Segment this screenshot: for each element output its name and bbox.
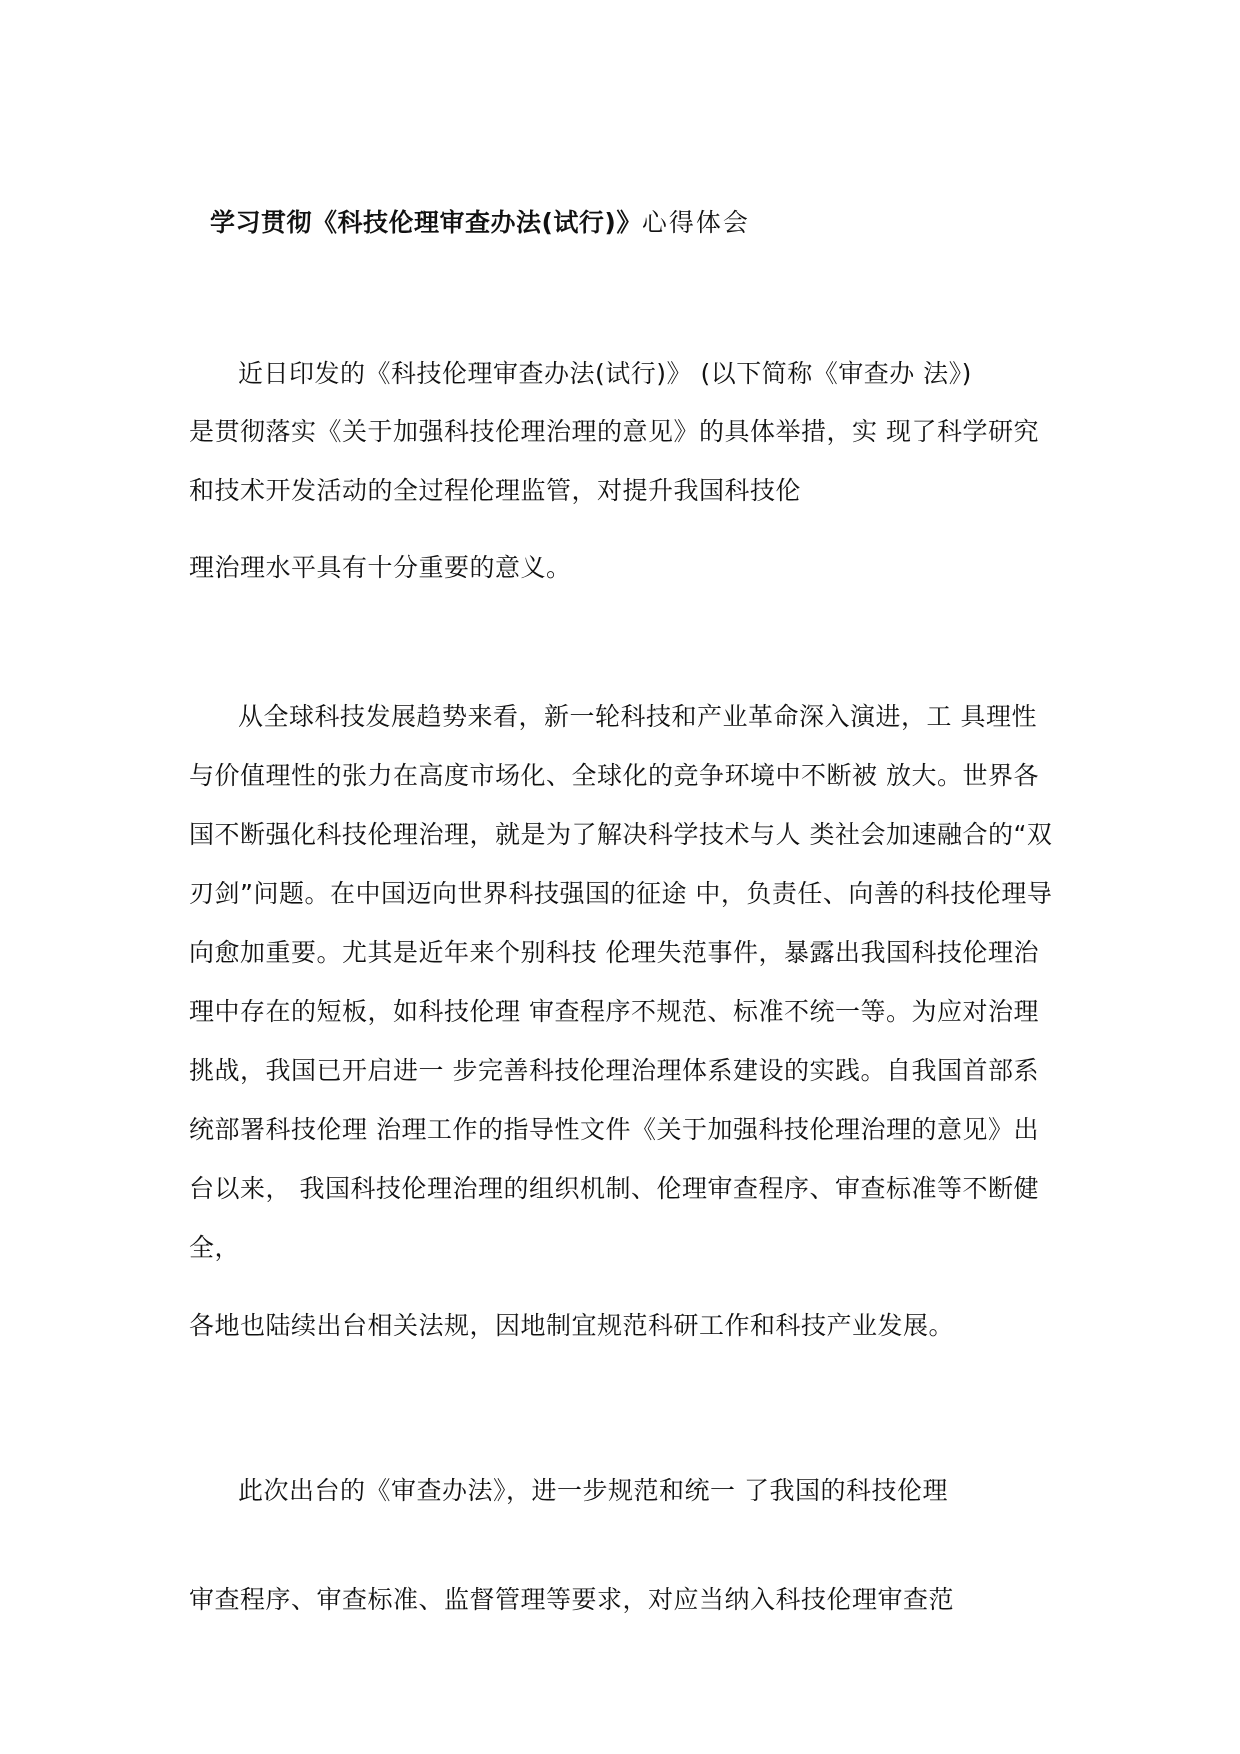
- paragraph-2-line-11: 各地也陆续出台相关法规，因地制宜规范科研工作和科技产业发展。: [189, 1311, 955, 1340]
- paragraph-3-line-2: 审查程序、审查标准、监督管理等要求，对应当纳入科技伦理审查范: [189, 1585, 955, 1614]
- paragraph-2-line-9: 台以来， 我国科技伦理治理的组织机制、伦理审查程序、审查标准等不断健: [189, 1174, 1039, 1203]
- paragraph-2-line-1: 从全球科技发展趋势来看，新一轮科技和产业革命深入演进，工 具理性: [238, 702, 1037, 731]
- paragraph-2-line-7: 挑战，我国已开启进一 步完善科技伦理治理体系建设的实践。自我国首部系: [189, 1056, 1039, 1085]
- paragraph-2-line-4: 刃剑”问题。在中国迈向世界科技强国的征途 中，负责任、向善的科技伦理导: [189, 879, 1053, 908]
- paragraph-2-line-2: 与价值理性的张力在高度市场化、全球化的竞争环境中不断被 放大。世界各: [189, 761, 1039, 790]
- document-title: [210, 206, 750, 240]
- paragraph-2-line-3: 国不断强化科技伦理治理，就是为了解决科学技术与人 类社会加速融合的“双: [189, 820, 1053, 849]
- paragraph-2-line-10: 全，: [189, 1233, 241, 1262]
- paragraph-2-line-5: 向愈加重要。尤其是近年来个别科技 伦理失范事件，暴露出我国科技伦理治: [189, 938, 1039, 967]
- paragraph-1-line-3: 和技术开发活动的全过程伦理监管，对提升我国科技伦: [189, 476, 802, 505]
- paragraph-2-line-6: 理中存在的短板，如科技伦理 审查程序不规范、标准不统一等。为应对治理: [189, 997, 1039, 1026]
- title-main: 学习贯彻《科技伦理审查办法(试行)》: [210, 208, 642, 237]
- paragraph-2-line-8: 统部署科技伦理 治理工作的指导性文件《关于加强科技伦理治理的意见》出: [189, 1115, 1039, 1144]
- paragraph-1-line-4: 理治理水平具有十分重要的意义。: [189, 553, 572, 582]
- paragraph-1-line-2: 是贯彻落实《关于加强科技伦理治理的意见》的具体举措，实 现了科学研究: [189, 417, 1039, 446]
- title-suffix: 心得体会: [641, 208, 750, 237]
- paragraph-1-line-1: 近日印发的《科技伦理审查办法(试行)》 (以下简称《审查办 法》): [238, 359, 972, 388]
- paragraph-3-line-1: 此次出台的《审查办法》，进一步规范和统一 了我国的科技伦理: [238, 1476, 948, 1505]
